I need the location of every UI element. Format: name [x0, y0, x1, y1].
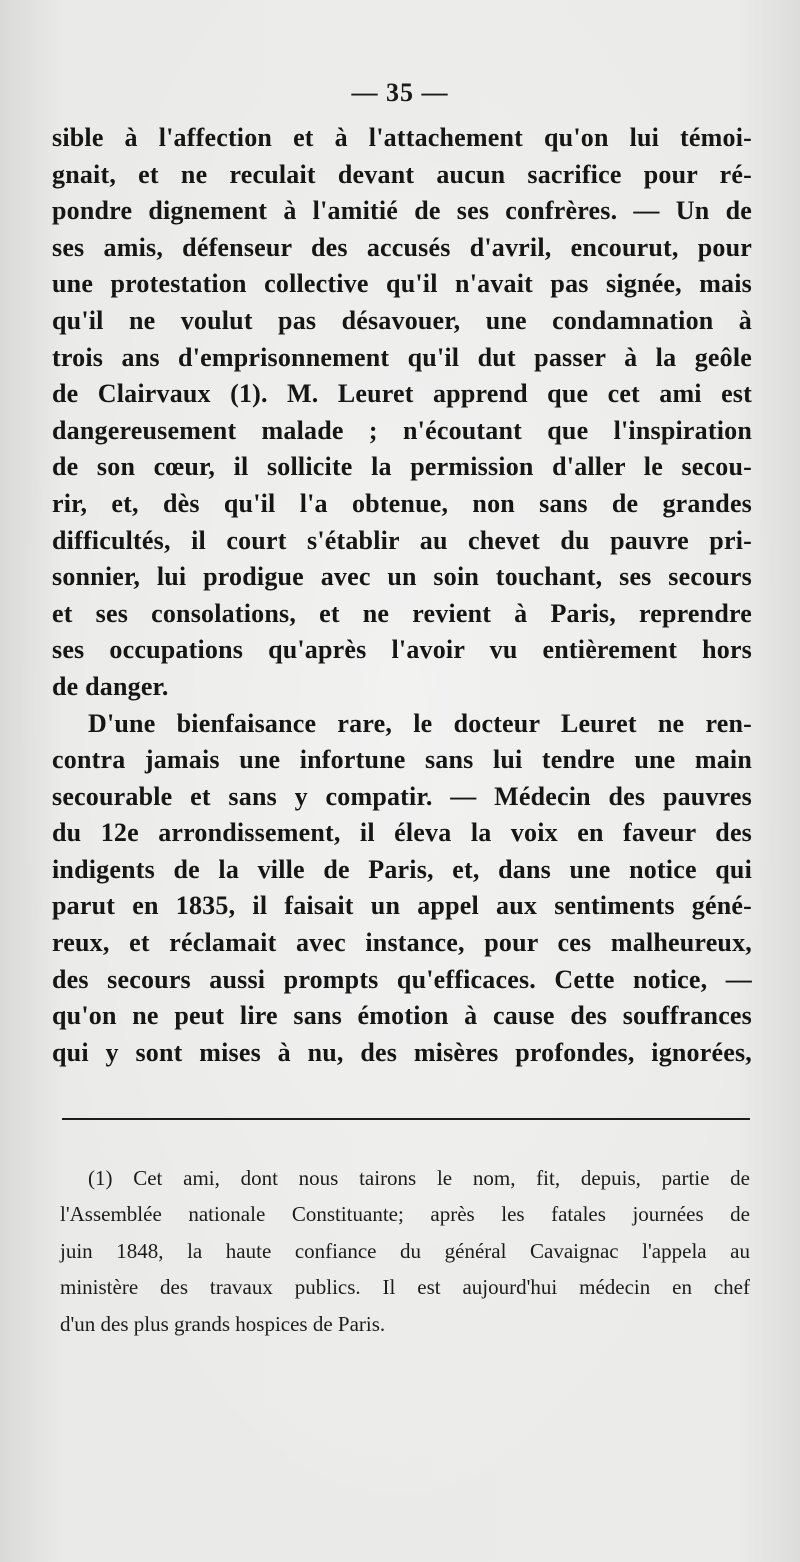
- text-line: du 12e arrondissement, il éleva la voix en faveur des: [52, 818, 752, 848]
- text-line: trois ans d'emprisonnement qu'il dut passer à la geôle: [52, 342, 752, 372]
- text-line: et ses consolations, et ne revient à Paris, reprendre: [52, 598, 752, 628]
- text-line: ses amis, défenseur des accusés d'avril, encourut, pour: [52, 232, 752, 262]
- text-line: rir, et, dès qu'il l'a obtenue, non sans de grandes: [52, 488, 752, 518]
- text-line: de Clairvaux (1). M. Leuret apprend que cet ami est: [52, 379, 752, 409]
- text-line: indigents de la ville de Paris, et, dans une notice qui: [52, 854, 752, 884]
- text-line: une protestation collective qu'il n'avait pas signée, mais: [52, 269, 752, 299]
- paragraph-end-line: de danger.: [52, 671, 169, 701]
- footnote-line: l'Assemblée nationale Constituante; après les fatales journées de: [60, 1202, 750, 1227]
- text-line: des secours aussi prompts qu'efficaces. Cette notice, —: [52, 964, 752, 994]
- text-line: sible à l'affection et à l'attachement qu'on lui témoi-: [52, 123, 752, 152]
- text-line: gnait, et ne reculait devant aucun sacrifice pour ré-: [52, 159, 752, 189]
- footnote-line: juin 1848, la haute confiance du général Cavaignac l'appela au: [60, 1238, 750, 1263]
- footnote-line: ministère des travaux publics. Il est aujourd'hui médecin en chef: [60, 1275, 750, 1300]
- paragraph-start-line: D'une bienfaisance rare, le docteur Leuret ne ren-: [88, 708, 752, 738]
- text-line: sonnier, lui prodigue avec un soin touchant, ses secours: [52, 562, 752, 592]
- footnote-line: (1) Cet ami, dont nous tairons le nom, fit, depuis, partie de: [88, 1166, 750, 1190]
- text-line: parut en 1835, il faisait un appel aux sentiments géné-: [52, 891, 752, 921]
- text-line: reux, et réclamait avec instance, pour ces malheureux,: [52, 928, 752, 958]
- text-line: contra jamais une infortune sans lui tendre une main: [52, 745, 752, 775]
- text-line: qui y sont mises à nu, des misères profondes, ignorées,: [52, 1037, 752, 1067]
- footnote-divider: [62, 1118, 750, 1120]
- text-line: secourable et sans y compatir. — Médecin des pauvres: [52, 781, 752, 811]
- main-text: [52, 120, 752, 1071]
- footnote: [60, 1160, 750, 1342]
- text-line: de son cœur, il sollicite la permission d'aller le secou-: [52, 452, 752, 482]
- text-line: qu'il ne voulut pas désavouer, une condamnation à: [52, 305, 752, 335]
- text-line: qu'on ne peut lire sans émotion à cause des souffrances: [52, 1001, 752, 1031]
- text-line: ses occupations qu'après l'avoir vu entièrement hors: [52, 635, 752, 665]
- text-line: pondre dignement à l'amitié de ses confrères. — Un de: [52, 196, 752, 226]
- text-line: dangereusement malade ; n'écoutant que l'inspiration: [52, 415, 752, 445]
- footnote-line: d'un des plus grands hospices de Paris.: [60, 1311, 386, 1336]
- page-number: — 35 —: [351, 78, 449, 107]
- text-line: difficultés, il court s'établir au chevet du pauvre pri-: [52, 525, 752, 555]
